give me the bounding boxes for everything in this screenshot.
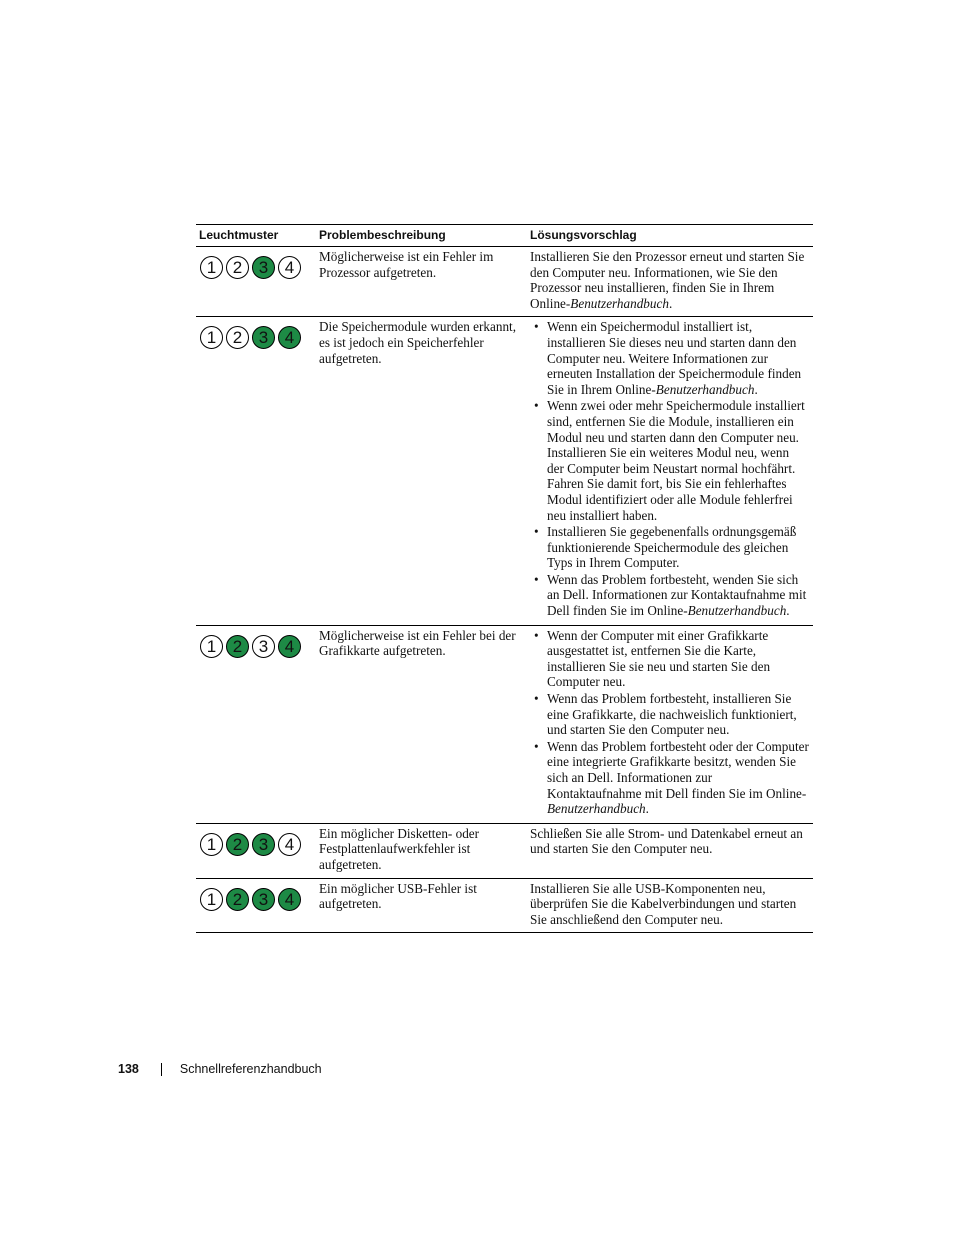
bullet-icon: • <box>534 319 539 335</box>
diagnostic-light-4-icon: 4 <box>278 326 301 349</box>
solution-cell <box>527 823 813 878</box>
solution-cell <box>527 317 813 625</box>
solution-list-item <box>530 739 809 817</box>
sentence-end: . <box>754 381 758 397</box>
diagnostic-light-2-icon: 2 <box>226 326 249 349</box>
diagnostic-light-3-icon: 3 <box>252 256 275 279</box>
diagnostic-light-2-icon: 2 <box>226 256 249 279</box>
diagnostic-light-1-icon: 1 <box>200 256 223 279</box>
diagnostic-lights <box>199 881 313 911</box>
solution-list-item <box>530 691 809 738</box>
solution-text: Wenn ein Speichermodul installiert ist, installieren Sie dieses neu und starten dann den Computer neu. Weitere Informationen zur erneuten Installation der Speichermodule finden Sie in Ihrem Online- <box>547 319 802 397</box>
light-pattern-cell <box>196 317 316 625</box>
manual-reference: Benutzerhandbuch <box>570 295 669 311</box>
light-pattern-cell <box>196 247 316 317</box>
page-footer <box>118 1062 322 1076</box>
sentence-end: . <box>668 295 673 311</box>
manual-reference: Benutzerhandbuch <box>687 603 787 619</box>
solution-list-item <box>530 524 809 571</box>
problem-description-cell: Ein möglicher Disketten- oder Festplattenlaufwerkfehler ist aufgetreten. <box>316 823 527 878</box>
diagnostic-light-2-icon: 2 <box>226 635 249 658</box>
table-header-row <box>196 225 813 247</box>
solution-cell <box>527 878 813 933</box>
table-row <box>196 625 813 823</box>
bullet-icon: • <box>534 627 539 643</box>
header-light-pattern: Leuchtmuster <box>196 225 316 247</box>
bullet-icon: • <box>534 398 539 414</box>
diagnostic-light-4-icon: 4 <box>278 888 301 911</box>
problem-description-cell: Ein möglicher USB-Fehler ist aufgetreten. <box>316 878 527 933</box>
solution-text: Installieren Sie alle USB-Komponenten neu, überprüfen Sie die Kabelverbindungen und starten Sie anschließend den Computer neu. <box>530 880 797 927</box>
diagnostic-lights <box>199 319 313 349</box>
diagnostic-light-3-icon: 3 <box>252 326 275 349</box>
solution-text: Wenn der Computer mit einer Grafikkarte ausgestattet ist, entfernen Sie die Karte, installieren Sie sie neu und starten Sie den Computer neu. <box>547 627 771 690</box>
problem-description-cell: Möglicherweise ist ein Fehler bei der Grafikkarte aufgetreten. <box>316 625 527 823</box>
header-problem-description: Problembeschreibung <box>316 225 527 247</box>
light-pattern-cell <box>196 823 316 878</box>
solution-cell <box>527 247 813 317</box>
bullet-icon: • <box>534 691 539 707</box>
solution-text: Installieren Sie gegebenenfalls ordnungsgemäß funktionierende Speichermodule des gleichen Typs in Ihrem Computer. <box>547 524 797 571</box>
bullet-icon: • <box>534 571 539 587</box>
solution-text: Schließen Sie alle Strom- und Datenkabel erneut an und starten Sie den Computer neu. <box>530 825 803 857</box>
diagnostic-light-3-icon: 3 <box>252 833 275 856</box>
diagnostic-light-1-icon: 1 <box>200 888 223 911</box>
diagnostic-light-2-icon: 2 <box>226 833 249 856</box>
sentence-end: . <box>786 603 790 619</box>
solution-list <box>530 628 809 817</box>
table-row <box>196 823 813 878</box>
footer-separator <box>161 1063 162 1076</box>
diagnostic-light-3-icon: 3 <box>252 635 275 658</box>
light-pattern-cell <box>196 878 316 933</box>
table-row <box>196 247 813 317</box>
manual-reference: Benutzerhandbuch <box>655 381 755 397</box>
diagnostic-lights <box>199 249 313 279</box>
solution-text: Wenn das Problem fortbesteht, installieren Sie eine Grafikkarte, die nachweislich funktioniert, und starten Sie den Computer neu. <box>547 691 797 738</box>
manual-reference: Benutzerhandbuch <box>547 801 646 817</box>
solution-text: Wenn das Problem fortbesteht, wenden Sie sich an Dell. Informationen zur Kontaktaufnahme mit Dell finden Sie im Online- <box>547 571 807 619</box>
diagnostic-table-container <box>196 224 813 933</box>
table-row <box>196 317 813 625</box>
problem-description-cell: Möglicherweise ist ein Fehler im Prozessor aufgetreten. <box>316 247 527 317</box>
footer-title: Schnellreferenzhandbuch <box>179 1062 322 1076</box>
table-row <box>196 878 813 933</box>
diagnostic-light-4-icon: 4 <box>278 256 301 279</box>
diagnostic-lights <box>199 628 313 658</box>
light-pattern-cell <box>196 625 316 823</box>
bullet-icon: • <box>534 738 539 754</box>
diagnostic-light-1-icon: 1 <box>200 635 223 658</box>
table-body <box>196 247 813 933</box>
page-number: 138 <box>118 1062 139 1076</box>
solution-text: Wenn das Problem fortbesteht oder der Computer eine integrierte Grafikkarte besitzt, wenden Sie sich an Dell. Informationen zur Kontaktaufnahme mit Dell finden Sie im Online- <box>547 738 809 801</box>
diagnostic-light-table <box>196 224 813 933</box>
diagnostic-light-1-icon: 1 <box>200 326 223 349</box>
solution-list-item <box>530 398 809 523</box>
solution-list-item <box>530 572 809 619</box>
solution-cell <box>527 625 813 823</box>
diagnostic-lights <box>199 826 313 856</box>
solution-list-item <box>530 319 809 397</box>
header-solution: Lösungsvorschlag <box>527 225 813 247</box>
solution-list-item <box>530 628 809 690</box>
diagnostic-light-1-icon: 1 <box>200 833 223 856</box>
solution-list <box>530 319 809 618</box>
bullet-icon: • <box>534 524 539 540</box>
solution-text: Installieren Sie den Prozessor erneut und starten Sie den Computer neu. Informationen, wie Sie den Prozessor neu installieren, finden Sie in Ihrem Online- <box>530 249 805 311</box>
diagnostic-light-3-icon: 3 <box>252 888 275 911</box>
solution-text: Wenn zwei oder mehr Speichermodule installiert sind, entfernen Sie die Module, installieren ein Modul neu und starten dann den Computer neu. Installieren Sie ein weiteres Modul neu, wenn der Computer beim Neustart normal hochfährt. Fahren Sie damit fort, bis Sie ein fehlerhaftes Modul identifiziert oder alle Module fehlerfrei neu installiert haben. <box>547 398 805 523</box>
diagnostic-light-2-icon: 2 <box>226 888 249 911</box>
sentence-end: . <box>645 801 649 817</box>
problem-description-cell: Die Speichermodule wurden erkannt, es ist jedoch ein Speicherfehler aufgetreten. <box>316 317 527 625</box>
diagnostic-light-4-icon: 4 <box>278 833 301 856</box>
diagnostic-light-4-icon: 4 <box>278 635 301 658</box>
